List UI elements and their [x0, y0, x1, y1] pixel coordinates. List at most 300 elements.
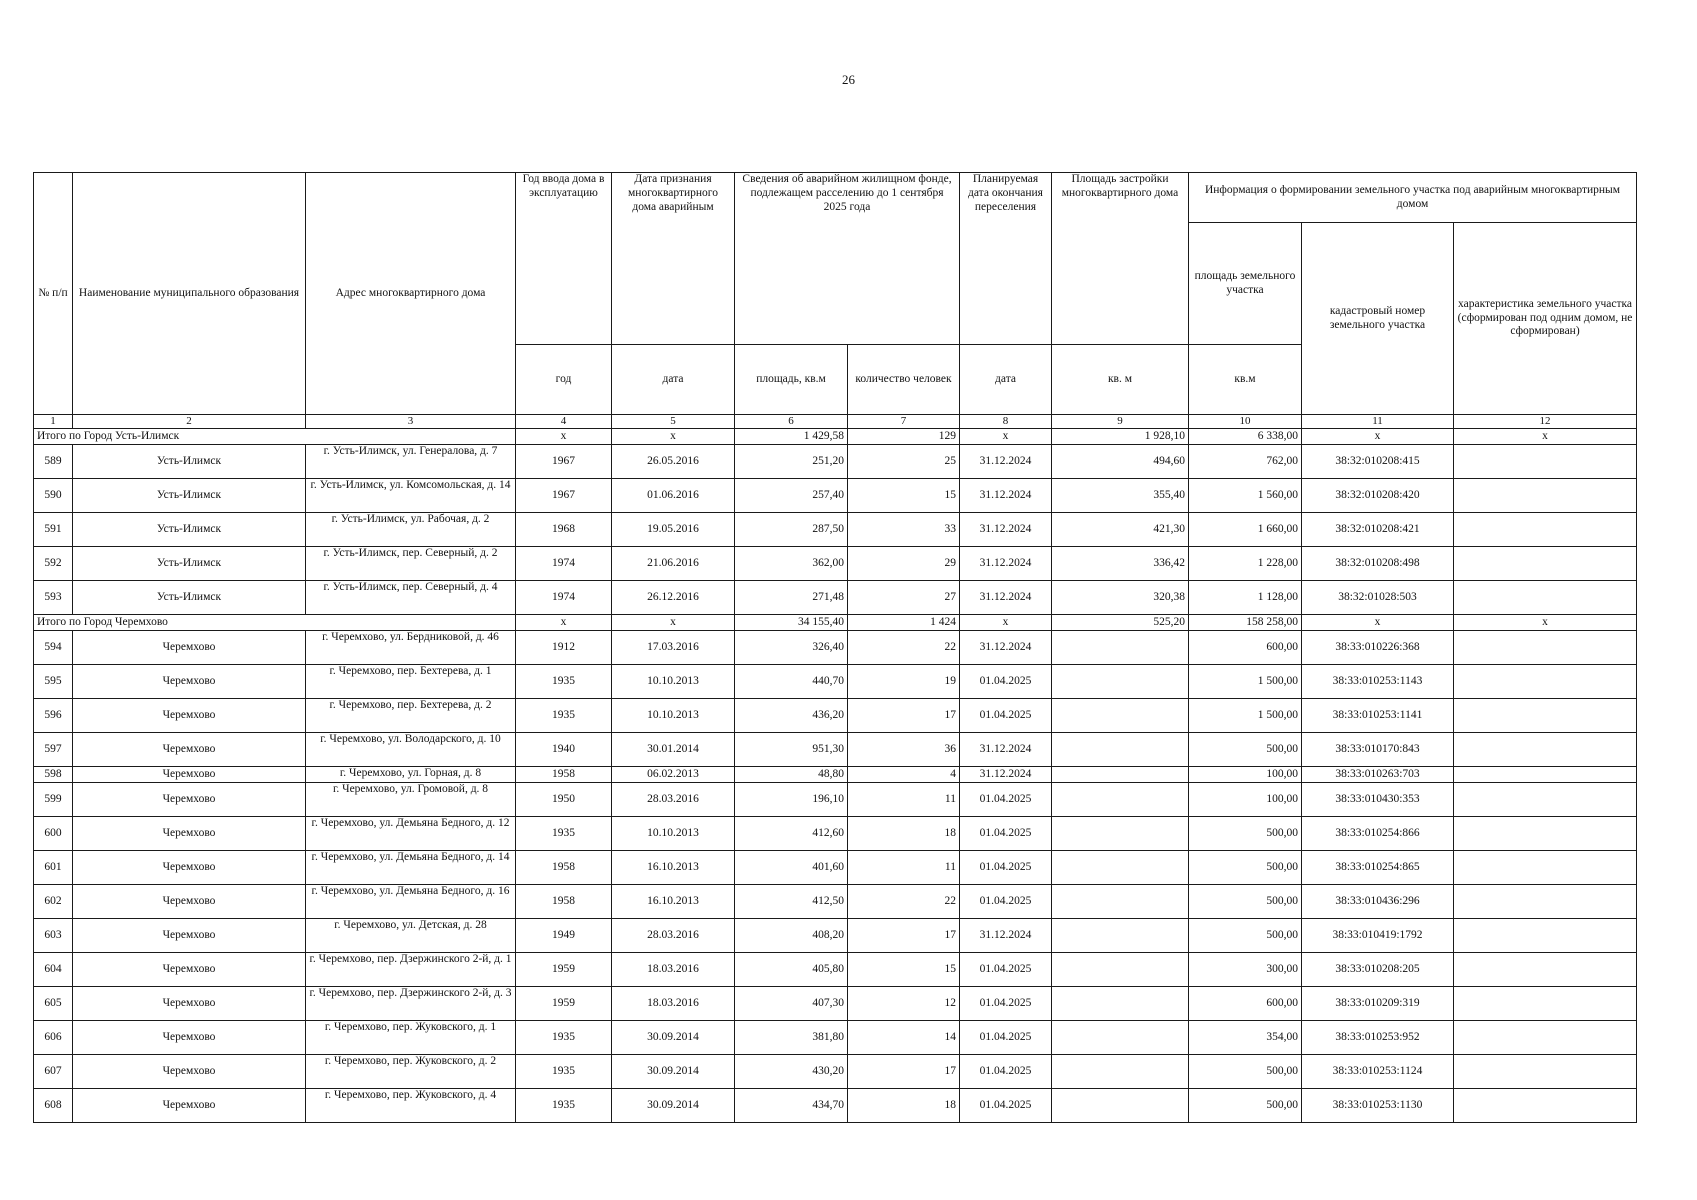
cell-area: 257,40 — [735, 479, 848, 513]
cell-mun: Черемхово — [73, 1055, 306, 1089]
cell-n: 601 — [34, 851, 73, 885]
cell-end: 31.12.2024 — [960, 631, 1052, 665]
cell-area: 48,80 — [735, 767, 848, 783]
header-fund-info: Сведения об аварийном жилищном фонде, подлежащем расселению до 1 сентября 2025 года — [735, 173, 960, 345]
cell-area: 436,20 — [735, 699, 848, 733]
header-address: Адрес многоквартирного дома — [306, 173, 516, 415]
cell-year: 1974 — [516, 547, 612, 581]
cell-date: 01.06.2016 — [612, 479, 735, 513]
total-row — [34, 615, 1637, 631]
total-row — [34, 429, 1637, 445]
cell-built: 336,42 — [1052, 547, 1189, 581]
cell-char — [1454, 1021, 1637, 1055]
cell-people: 12 — [848, 987, 960, 1021]
cell-mun: Черемхово — [73, 699, 306, 733]
total-area: 1 429,58 — [735, 429, 848, 445]
total-label: Итого по Город Усть-Илимск — [34, 429, 516, 445]
cell-cad: 38:33:010253:952 — [1302, 1021, 1454, 1055]
emergency-housing-table — [33, 172, 1637, 1123]
cell-people: 15 — [848, 953, 960, 987]
cell-end: 31.12.2024 — [960, 547, 1052, 581]
cell-area: 412,60 — [735, 817, 848, 851]
cell-date: 06.02.2013 — [612, 767, 735, 783]
cell-area: 405,80 — [735, 953, 848, 987]
table-row — [34, 631, 1637, 665]
cell-built — [1052, 817, 1189, 851]
total-year: x — [516, 615, 612, 631]
cell-land: 500,00 — [1189, 919, 1302, 953]
cell-land: 600,00 — [1189, 987, 1302, 1021]
column-number: 6 — [735, 415, 848, 429]
cell-addr: г. Черемхово, пер. Жуковского, д. 4 — [306, 1089, 516, 1123]
cell-char — [1454, 987, 1637, 1021]
cell-mun: Черемхово — [73, 665, 306, 699]
cell-year: 1968 — [516, 513, 612, 547]
header-built-area: Площадь застройки многоквартирного дома — [1052, 173, 1189, 345]
cell-addr: г. Черемхово, ул. Горная, д. 8 — [306, 767, 516, 783]
cell-char — [1454, 445, 1637, 479]
cell-addr: г. Черемхово, пер. Бехтерева, д. 1 — [306, 665, 516, 699]
cell-land: 1 500,00 — [1189, 699, 1302, 733]
cell-addr: г. Черемхово, ул. Володарского, д. 10 — [306, 733, 516, 767]
table-row — [34, 733, 1637, 767]
table-row — [34, 699, 1637, 733]
cell-n: 590 — [34, 479, 73, 513]
table-row — [34, 547, 1637, 581]
table-row — [34, 987, 1637, 1021]
total-cad: x — [1302, 615, 1454, 631]
total-built: 525,20 — [1052, 615, 1189, 631]
cell-people: 29 — [848, 547, 960, 581]
table-row — [34, 953, 1637, 987]
cell-end: 01.04.2025 — [960, 783, 1052, 817]
cell-land: 500,00 — [1189, 817, 1302, 851]
cell-land: 762,00 — [1189, 445, 1302, 479]
cell-land: 354,00 — [1189, 1021, 1302, 1055]
cell-mun: Черемхово — [73, 767, 306, 783]
cell-year: 1959 — [516, 987, 612, 1021]
cell-built — [1052, 699, 1189, 733]
cell-char — [1454, 733, 1637, 767]
cell-end: 01.04.2025 — [960, 665, 1052, 699]
cell-land: 600,00 — [1189, 631, 1302, 665]
page-number: 26 — [842, 72, 855, 87]
header-characteristic: характеристика земельного участка (сформирован под одним домом, не сформирован) — [1454, 223, 1637, 415]
cell-char — [1454, 851, 1637, 885]
unit-date: дата — [612, 345, 735, 415]
cell-built — [1052, 885, 1189, 919]
table-row — [34, 479, 1637, 513]
unit-sqm: кв. м — [1052, 345, 1189, 415]
total-people: 129 — [848, 429, 960, 445]
unit-area: площадь, кв.м — [735, 345, 848, 415]
header-planned-end: Планируемая дата окончания переселения — [960, 173, 1052, 345]
cell-land: 1 500,00 — [1189, 665, 1302, 699]
cell-land: 1 228,00 — [1189, 547, 1302, 581]
cell-year: 1935 — [516, 1021, 612, 1055]
cell-year: 1935 — [516, 699, 612, 733]
unit-people: количество человек — [848, 345, 960, 415]
table-row — [34, 783, 1637, 817]
cell-end: 01.04.2025 — [960, 851, 1052, 885]
cell-area: 408,20 — [735, 919, 848, 953]
cell-area: 440,70 — [735, 665, 848, 699]
cell-cad: 38:32:010208:420 — [1302, 479, 1454, 513]
cell-date: 18.03.2016 — [612, 953, 735, 987]
cell-cad: 38:33:010254:866 — [1302, 817, 1454, 851]
cell-people: 36 — [848, 733, 960, 767]
cell-cad: 38:33:010254:865 — [1302, 851, 1454, 885]
total-year: x — [516, 429, 612, 445]
table-row — [34, 445, 1637, 479]
cell-built — [1052, 767, 1189, 783]
total-date: x — [612, 429, 735, 445]
cell-year: 1949 — [516, 919, 612, 953]
cell-n: 597 — [34, 733, 73, 767]
cell-date: 26.05.2016 — [612, 445, 735, 479]
cell-land: 1 660,00 — [1189, 513, 1302, 547]
header-cadastral: кадастровый номер земельного участка — [1302, 223, 1454, 415]
cell-end: 01.04.2025 — [960, 1089, 1052, 1123]
cell-area: 271,48 — [735, 581, 848, 615]
cell-land: 100,00 — [1189, 767, 1302, 783]
header-num: № п/п — [34, 173, 73, 415]
cell-mun: Черемхово — [73, 1021, 306, 1055]
cell-addr: г. Усть-Илимск, ул. Комсомольская, д. 14 — [306, 479, 516, 513]
cell-date: 18.03.2016 — [612, 987, 735, 1021]
cell-cad: 38:33:010436:296 — [1302, 885, 1454, 919]
cell-end: 01.04.2025 — [960, 1055, 1052, 1089]
header-recognition-date: Дата признания многоквартирного дома аварийным — [612, 173, 735, 345]
cell-people: 14 — [848, 1021, 960, 1055]
cell-char — [1454, 1055, 1637, 1089]
cell-mun: Черемхово — [73, 817, 306, 851]
cell-char — [1454, 665, 1637, 699]
cell-area: 251,20 — [735, 445, 848, 479]
cell-area: 430,20 — [735, 1055, 848, 1089]
cell-year: 1950 — [516, 783, 612, 817]
cell-mun: Черемхово — [73, 885, 306, 919]
cell-people: 22 — [848, 885, 960, 919]
cell-year: 1967 — [516, 445, 612, 479]
cell-addr: г. Черемхово, пер. Бехтерева, д. 2 — [306, 699, 516, 733]
cell-year: 1958 — [516, 851, 612, 885]
cell-n: 604 — [34, 953, 73, 987]
cell-people: 17 — [848, 699, 960, 733]
cell-date: 10.10.2013 — [612, 817, 735, 851]
cell-area: 287,50 — [735, 513, 848, 547]
total-label: Итого по Город Черемхово — [34, 615, 516, 631]
cell-addr: г. Черемхово, пер. Дзержинского 2-й, д. 3 — [306, 987, 516, 1021]
cell-year: 1935 — [516, 1055, 612, 1089]
cell-people: 17 — [848, 919, 960, 953]
column-number: 1 — [34, 415, 73, 429]
unit-date: дата — [960, 345, 1052, 415]
table-row — [34, 581, 1637, 615]
column-numbers-row — [34, 415, 1637, 429]
cell-mun: Черемхово — [73, 987, 306, 1021]
table-body — [34, 429, 1637, 1123]
cell-char — [1454, 513, 1637, 547]
cell-built: 494,60 — [1052, 445, 1189, 479]
cell-area: 434,70 — [735, 1089, 848, 1123]
cell-mun: Усть-Илимск — [73, 547, 306, 581]
cell-n: 595 — [34, 665, 73, 699]
cell-cad: 38:33:010430:353 — [1302, 783, 1454, 817]
table-row — [34, 1021, 1637, 1055]
cell-n: 599 — [34, 783, 73, 817]
cell-addr: г. Усть-Илимск, пер. Северный, д. 2 — [306, 547, 516, 581]
cell-mun: Черемхово — [73, 1089, 306, 1123]
cell-year: 1959 — [516, 953, 612, 987]
cell-n: 603 — [34, 919, 73, 953]
table-row — [34, 665, 1637, 699]
table-row — [34, 851, 1637, 885]
column-number: 3 — [306, 415, 516, 429]
cell-built — [1052, 987, 1189, 1021]
cell-char — [1454, 919, 1637, 953]
cell-built — [1052, 783, 1189, 817]
cell-end: 31.12.2024 — [960, 513, 1052, 547]
cell-char — [1454, 767, 1637, 783]
cell-date: 28.03.2016 — [612, 919, 735, 953]
cell-people: 22 — [848, 631, 960, 665]
cell-year: 1935 — [516, 665, 612, 699]
cell-date: 30.01.2014 — [612, 733, 735, 767]
cell-mun: Усть-Илимск — [73, 513, 306, 547]
cell-cad: 38:33:010170:843 — [1302, 733, 1454, 767]
cell-n: 598 — [34, 767, 73, 783]
cell-area: 326,40 — [735, 631, 848, 665]
cell-mun: Черемхово — [73, 733, 306, 767]
column-number: 12 — [1454, 415, 1637, 429]
cell-date: 16.10.2013 — [612, 885, 735, 919]
column-number: 2 — [73, 415, 306, 429]
cell-people: 33 — [848, 513, 960, 547]
cell-cad: 38:33:010253:1141 — [1302, 699, 1454, 733]
cell-addr: г. Усть-Илимск, ул. Рабочая, д. 2 — [306, 513, 516, 547]
cell-area: 381,80 — [735, 1021, 848, 1055]
cell-land: 1 560,00 — [1189, 479, 1302, 513]
unit-year: год — [516, 345, 612, 415]
total-end: x — [960, 429, 1052, 445]
cell-char — [1454, 547, 1637, 581]
cell-n: 593 — [34, 581, 73, 615]
cell-land: 100,00 — [1189, 783, 1302, 817]
cell-year: 1967 — [516, 479, 612, 513]
total-char: x — [1454, 429, 1637, 445]
cell-cad: 38:32:010208:421 — [1302, 513, 1454, 547]
cell-date: 17.03.2016 — [612, 631, 735, 665]
cell-area: 362,00 — [735, 547, 848, 581]
cell-cad: 38:33:010253:1130 — [1302, 1089, 1454, 1123]
table-row — [34, 885, 1637, 919]
cell-people: 11 — [848, 783, 960, 817]
cell-area: 951,30 — [735, 733, 848, 767]
cell-mun: Усть-Илимск — [73, 479, 306, 513]
cell-area: 407,30 — [735, 987, 848, 1021]
header-land-info: Информация о формировании земельного участка под аварийным многоквартирным домом — [1189, 173, 1637, 223]
cell-n: 589 — [34, 445, 73, 479]
cell-built — [1052, 665, 1189, 699]
cell-addr: г. Черемхово, ул. Бердниковой, д. 46 — [306, 631, 516, 665]
unit-sqm: кв.м — [1189, 345, 1302, 415]
cell-cad: 38:33:010253:1143 — [1302, 665, 1454, 699]
cell-built — [1052, 1089, 1189, 1123]
total-area: 34 155,40 — [735, 615, 848, 631]
cell-char — [1454, 1089, 1637, 1123]
cell-end: 01.04.2025 — [960, 817, 1052, 851]
cell-addr: г. Черемхово, пер. Жуковского, д. 1 — [306, 1021, 516, 1055]
cell-mun: Черемхово — [73, 919, 306, 953]
table-row — [34, 1089, 1637, 1123]
header-land-area: площадь земельного участка — [1189, 223, 1302, 345]
total-land: 6 338,00 — [1189, 429, 1302, 445]
cell-cad: 38:33:010208:205 — [1302, 953, 1454, 987]
cell-area: 401,60 — [735, 851, 848, 885]
cell-people: 11 — [848, 851, 960, 885]
cell-mun: Черемхово — [73, 631, 306, 665]
cell-n: 594 — [34, 631, 73, 665]
cell-end: 31.12.2024 — [960, 733, 1052, 767]
cell-land: 500,00 — [1189, 851, 1302, 885]
column-number: 9 — [1052, 415, 1189, 429]
cell-people: 27 — [848, 581, 960, 615]
cell-year: 1958 — [516, 767, 612, 783]
cell-built: 355,40 — [1052, 479, 1189, 513]
cell-date: 21.06.2016 — [612, 547, 735, 581]
cell-n: 605 — [34, 987, 73, 1021]
cell-n: 600 — [34, 817, 73, 851]
cell-date: 16.10.2013 — [612, 851, 735, 885]
cell-land: 500,00 — [1189, 1055, 1302, 1089]
column-number: 8 — [960, 415, 1052, 429]
cell-addr: г. Усть-Илимск, ул. Генералова, д. 7 — [306, 445, 516, 479]
cell-addr: г. Черемхово, ул. Демьяна Бедного, д. 12 — [306, 817, 516, 851]
cell-date: 28.03.2016 — [612, 783, 735, 817]
cell-date: 19.05.2016 — [612, 513, 735, 547]
cell-end: 01.04.2025 — [960, 885, 1052, 919]
cell-cad: 38:32:010208:498 — [1302, 547, 1454, 581]
cell-char — [1454, 631, 1637, 665]
total-built: 1 928,10 — [1052, 429, 1189, 445]
cell-area: 196,10 — [735, 783, 848, 817]
cell-year: 1935 — [516, 817, 612, 851]
cell-land: 300,00 — [1189, 953, 1302, 987]
total-date: x — [612, 615, 735, 631]
table-row — [34, 767, 1637, 783]
cell-mun: Усть-Илимск — [73, 581, 306, 615]
cell-land: 500,00 — [1189, 885, 1302, 919]
cell-n: 608 — [34, 1089, 73, 1123]
cell-char — [1454, 699, 1637, 733]
cell-cad: 38:33:010419:1792 — [1302, 919, 1454, 953]
cell-cad: 38:33:010263:703 — [1302, 767, 1454, 783]
cell-char — [1454, 885, 1637, 919]
cell-mun: Черемхово — [73, 851, 306, 885]
column-number: 7 — [848, 415, 960, 429]
cell-year: 1958 — [516, 885, 612, 919]
cell-people: 25 — [848, 445, 960, 479]
cell-built — [1052, 733, 1189, 767]
cell-n: 602 — [34, 885, 73, 919]
cell-year: 1940 — [516, 733, 612, 767]
cell-year: 1935 — [516, 1089, 612, 1123]
cell-addr: г. Черемхово, ул. Детская, д. 28 — [306, 919, 516, 953]
cell-cad: 38:33:010209:319 — [1302, 987, 1454, 1021]
cell-char — [1454, 817, 1637, 851]
table-header — [34, 173, 1637, 429]
cell-end: 31.12.2024 — [960, 767, 1052, 783]
column-number: 4 — [516, 415, 612, 429]
cell-end: 31.12.2024 — [960, 479, 1052, 513]
cell-addr: г. Черемхово, ул. Громовой, д. 8 — [306, 783, 516, 817]
cell-people: 4 — [848, 767, 960, 783]
cell-addr: г. Черемхово, ул. Демьяна Бедного, д. 14 — [306, 851, 516, 885]
cell-cad: 38:32:01028:503 — [1302, 581, 1454, 615]
cell-land: 500,00 — [1189, 1089, 1302, 1123]
cell-end: 01.04.2025 — [960, 987, 1052, 1021]
cell-cad: 38:33:010253:1124 — [1302, 1055, 1454, 1089]
table-row — [34, 513, 1637, 547]
cell-n: 592 — [34, 547, 73, 581]
cell-end: 01.04.2025 — [960, 699, 1052, 733]
cell-built — [1052, 953, 1189, 987]
header-year: Год ввода дома в эксплуатацию — [516, 173, 612, 345]
cell-date: 30.09.2014 — [612, 1089, 735, 1123]
column-number: 11 — [1302, 415, 1454, 429]
cell-land: 1 128,00 — [1189, 581, 1302, 615]
cell-built: 320,38 — [1052, 581, 1189, 615]
total-cad: x — [1302, 429, 1454, 445]
column-number: 10 — [1189, 415, 1302, 429]
cell-built — [1052, 1021, 1189, 1055]
table-row — [34, 1055, 1637, 1089]
cell-addr: г. Усть-Илимск, пер. Северный, д. 4 — [306, 581, 516, 615]
cell-people: 18 — [848, 817, 960, 851]
cell-built — [1052, 919, 1189, 953]
total-land: 158 258,00 — [1189, 615, 1302, 631]
cell-date: 26.12.2016 — [612, 581, 735, 615]
cell-n: 606 — [34, 1021, 73, 1055]
cell-date: 30.09.2014 — [612, 1021, 735, 1055]
cell-end: 31.12.2024 — [960, 919, 1052, 953]
cell-n: 596 — [34, 699, 73, 733]
table-row — [34, 919, 1637, 953]
table-row — [34, 817, 1637, 851]
cell-people: 18 — [848, 1089, 960, 1123]
cell-end: 31.12.2024 — [960, 445, 1052, 479]
cell-n: 607 — [34, 1055, 73, 1089]
cell-date: 30.09.2014 — [612, 1055, 735, 1089]
cell-built — [1052, 631, 1189, 665]
cell-addr: г. Черемхово, ул. Демьяна Бедного, д. 16 — [306, 885, 516, 919]
cell-end: 31.12.2024 — [960, 581, 1052, 615]
cell-year: 1974 — [516, 581, 612, 615]
cell-addr: г. Черемхово, пер. Жуковского, д. 2 — [306, 1055, 516, 1089]
cell-people: 19 — [848, 665, 960, 699]
cell-date: 10.10.2013 — [612, 665, 735, 699]
cell-people: 17 — [848, 1055, 960, 1089]
cell-addr: г. Черемхово, пер. Дзержинского 2-й, д. 1 — [306, 953, 516, 987]
cell-people: 15 — [848, 479, 960, 513]
cell-mun: Усть-Илимск — [73, 445, 306, 479]
column-number: 5 — [612, 415, 735, 429]
cell-cad: 38:32:010208:415 — [1302, 445, 1454, 479]
total-char: x — [1454, 615, 1637, 631]
cell-n: 591 — [34, 513, 73, 547]
cell-mun: Черемхово — [73, 783, 306, 817]
